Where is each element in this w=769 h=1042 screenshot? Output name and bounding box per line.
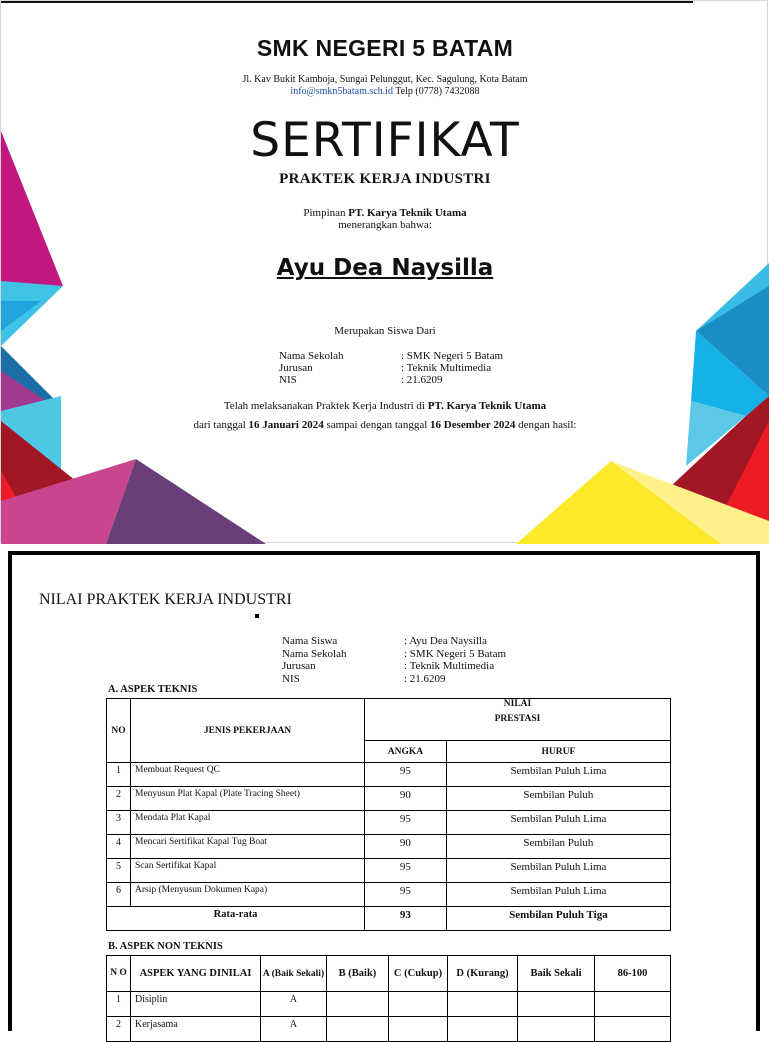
row-no: 6 [107, 883, 131, 907]
header-angka: ANGKA [365, 741, 447, 763]
row-huruf: Sembilan Puluh Lima [446, 859, 670, 883]
header-huruf: HURUF [446, 741, 670, 763]
table-row [107, 859, 671, 883]
section-a-title: A. ASPEK TEKNIS [108, 684, 198, 695]
school-email-link[interactable]: info@smkn5batam.sch.id [290, 86, 393, 97]
row-legend-label [518, 992, 595, 1017]
detail-value: : SMK Negeri 5 Batam [401, 350, 504, 362]
detail-label: NIS [279, 374, 297, 386]
certificate-subtitle: PRAKTEK KERJA INDUSTRI [279, 171, 491, 187]
date-end: 16 Desember 2024 [430, 419, 516, 431]
school-name: SMK NEGERI 5 BATAM [256, 35, 514, 61]
grades-page [8, 551, 760, 1031]
row-job: Mendata Plat Kapal [131, 811, 365, 835]
average-row [107, 907, 671, 931]
detail-value: : SMK Negeri 5 Batam [404, 648, 507, 660]
certificate-title: SERTIFIKAT [250, 113, 520, 168]
header-d: D (Kurang) [448, 956, 518, 992]
student-name: Ayu Dea Naysilla [276, 255, 494, 281]
header-legend-range: 86-100 [595, 956, 671, 992]
row-grade-a: A [261, 992, 327, 1017]
row-no: 4 [107, 835, 131, 859]
school-phone: Telp (0778) 7432088 [392, 86, 480, 97]
header-c: C (Cukup) [389, 956, 448, 992]
header-no: N O [107, 956, 131, 992]
table-row [107, 992, 671, 1017]
row-angka: 95 [365, 859, 447, 883]
header-legend-label: Baik Sekali [518, 956, 595, 992]
detail-value: : Teknik Multimedia [404, 660, 495, 672]
row-grade-c [389, 992, 448, 1017]
row-job: Membuat Request QC [131, 763, 365, 787]
period-suffix: dengan hasil: [515, 419, 577, 431]
school-address: Jl. Kav Bukit Kamboja, Sungai Pelunggut, Kec. Sagulung, Kota Batam [242, 74, 528, 85]
period-mid: sampai dengan tanggal [323, 419, 431, 431]
row-job: Scan Sertifikat Kapal [131, 859, 365, 883]
table-row [107, 811, 671, 835]
statement-prefix: Telah melaksanakan Praktek Kerja Industri di [223, 400, 428, 412]
bullet-dot [255, 614, 259, 618]
header-no: NO [107, 699, 131, 763]
table-header-row [107, 956, 671, 992]
header-nilai-prestasi [365, 699, 671, 741]
detail-value: : Teknik Multimedia [401, 362, 492, 374]
row-job: Menyusun Plat Kapal (Plate Tracing Sheet) [131, 787, 365, 811]
row-grade-b [327, 992, 389, 1017]
from-label: Merupakan Siswa Dari [334, 325, 436, 337]
table-row [107, 835, 671, 859]
row-grade-d [448, 1017, 518, 1042]
period-line [1, 419, 769, 431]
row-angka: 95 [365, 763, 447, 787]
lead-line [1, 207, 769, 219]
technical-aspect-table [106, 698, 671, 931]
row-legend-label [518, 1017, 595, 1042]
lead-suffix: menerangkan bahwa: [338, 219, 432, 231]
row-angka: 90 [365, 835, 447, 859]
header-nilai: NILAI [503, 699, 532, 709]
detail-label: NIS [282, 673, 300, 685]
detail-value: : 21.6209 [404, 673, 446, 685]
row-huruf: Sembilan Puluh Lima [446, 883, 670, 907]
statement-company: PT. Karya Teknik Utama [427, 400, 547, 412]
row-no: 1 [107, 992, 131, 1017]
row-huruf: Sembilan Puluh Lima [446, 811, 670, 835]
row-no: 1 [107, 763, 131, 787]
header-b: B (Baik) [327, 956, 389, 992]
row-aspek: Kerjasama [131, 1017, 261, 1042]
row-no: 2 [107, 787, 131, 811]
row-huruf: Sembilan Puluh [446, 787, 670, 811]
header-prestasi: PRESTASI [494, 714, 541, 724]
row-huruf: Sembilan Puluh [446, 835, 670, 859]
row-no: 5 [107, 859, 131, 883]
row-legend-range [595, 992, 671, 1017]
detail-label: Nama Siswa [282, 635, 338, 647]
row-angka: 90 [365, 787, 447, 811]
row-grade-b [327, 1017, 389, 1042]
average-angka: 93 [365, 907, 447, 931]
row-job: Arsip (Menyusun Dokumen Kapa) [131, 883, 365, 907]
statement-line [1, 400, 769, 412]
header-a: A (Baik Sekali) [261, 956, 327, 992]
period-prefix: dari tanggal [193, 419, 249, 431]
detail-label: Jurusan [282, 660, 316, 672]
row-huruf: Sembilan Puluh Lima [446, 763, 670, 787]
average-label: Rata-rata [107, 907, 365, 931]
row-grade-a: A [261, 1017, 327, 1042]
row-aspek: Disiplin [131, 992, 261, 1017]
header-aspek: ASPEK YANG DINILAI [131, 956, 261, 992]
average-huruf: Sembilan Puluh Tiga [446, 907, 670, 931]
row-no: 2 [107, 1017, 131, 1042]
lead-company: PT. Karya Teknik Utama [348, 207, 467, 219]
row-angka: 95 [365, 811, 447, 835]
section-b-title: B. ASPEK NON TEKNIS [108, 941, 223, 952]
detail-label: Nama Sekolah [279, 350, 344, 362]
row-no: 3 [107, 811, 131, 835]
table-row [107, 883, 671, 907]
detail-label: Nama Sekolah [282, 648, 347, 660]
detail-value: : 21.6209 [401, 374, 443, 386]
table-row [107, 787, 671, 811]
detail-label: Jurusan [279, 362, 313, 374]
table-header-row [107, 699, 671, 741]
lead-prefix: Pimpinan [303, 207, 349, 219]
row-job: Mencari Sertifikat Kapal Tug Boat [131, 835, 365, 859]
row-grade-d [448, 992, 518, 1017]
row-legend-range [595, 1017, 671, 1042]
row-grade-c [389, 1017, 448, 1042]
table-row [107, 1017, 671, 1042]
table-row [107, 763, 671, 787]
header-job: JENIS PEKERJAAN [131, 699, 365, 763]
non-technical-aspect-table [106, 955, 671, 1042]
detail-value: : Ayu Dea Naysilla [404, 635, 487, 647]
school-contact [1, 86, 769, 97]
row-angka: 95 [365, 883, 447, 907]
date-start: 16 Januari 2024 [248, 419, 324, 431]
grades-title: NILAI PRAKTEK KERJA INDUSTRI [39, 591, 292, 608]
